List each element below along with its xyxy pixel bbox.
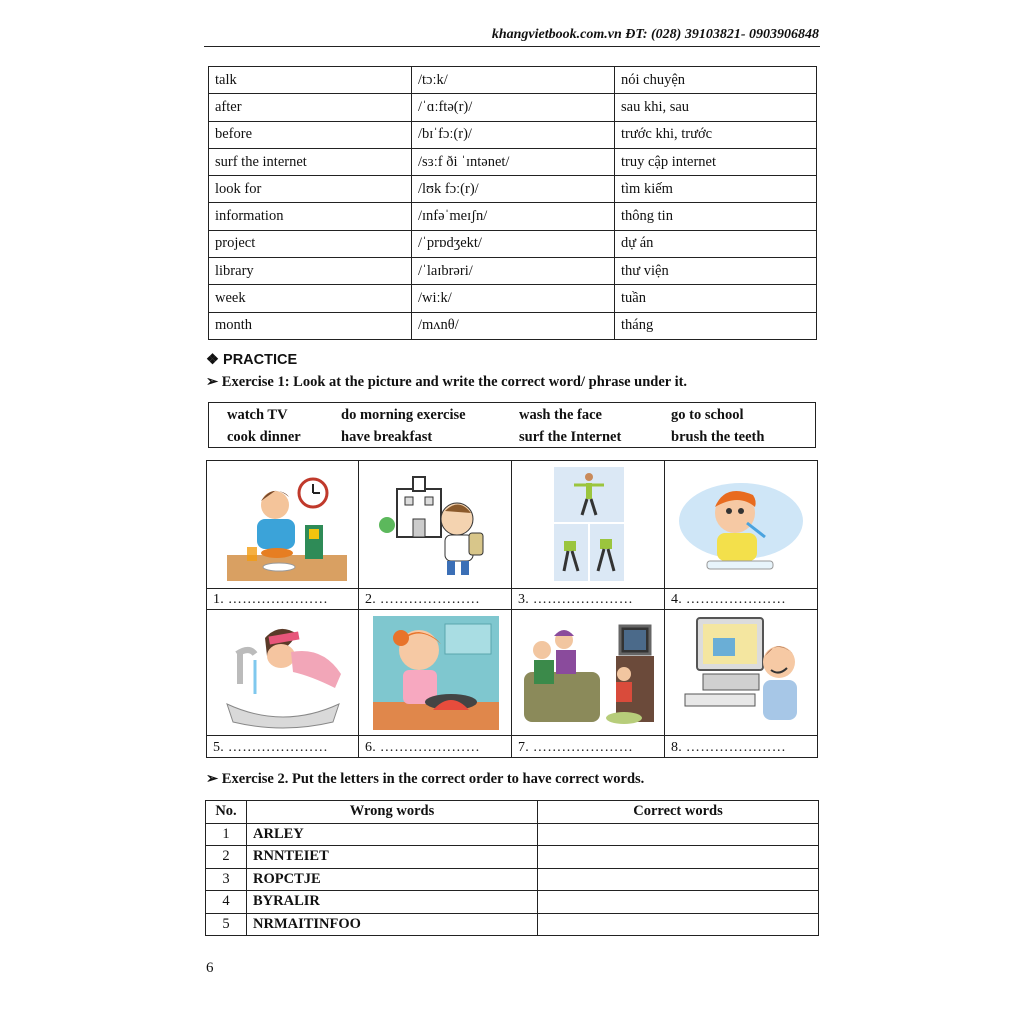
- picture-cell-6: [359, 610, 512, 757]
- word-bank-item: brush the teeth: [671, 429, 765, 445]
- correct-word-input[interactable]: [538, 823, 819, 846]
- page-number: 6: [206, 960, 214, 976]
- vocab-pronunciation: /bɪˈfɔː(r)/: [412, 121, 615, 148]
- row-number: 1: [206, 823, 247, 846]
- answer-blank[interactable]: 8. …………………: [671, 740, 786, 755]
- vocab-meaning: tuần: [615, 285, 817, 312]
- cell-divider: [359, 588, 511, 589]
- vocab-pronunciation: /tɔːk/: [412, 67, 615, 94]
- word-bank-item: cook dinner: [227, 429, 301, 445]
- vocab-word: surf the internet: [209, 148, 412, 175]
- answer-blank[interactable]: 1. …………………: [213, 592, 328, 607]
- word-bank-item: watch TV: [227, 407, 288, 423]
- cell-divider: [207, 588, 358, 589]
- answer-blank[interactable]: 7. …………………: [518, 740, 633, 755]
- table-row: [206, 868, 819, 891]
- vocab-pronunciation: /ˈɑːftə(r)/: [412, 94, 615, 121]
- vocab-word: library: [209, 258, 412, 285]
- vocab-row: [209, 230, 817, 257]
- cell-divider: [512, 588, 664, 589]
- picture-cell-2: [359, 461, 512, 610]
- column-header-correct: Correct words: [538, 801, 819, 824]
- vocab-meaning: trước khi, trước: [615, 121, 817, 148]
- vocab-row: [209, 121, 817, 148]
- page-header: khangvietbook.com.vn ĐT: (028) 39103821- 0903906848: [491, 27, 819, 42]
- word-bank-item: surf the Internet: [519, 429, 622, 445]
- vocab-pronunciation: /ɪnfəˈmeɪʃn/: [412, 203, 615, 230]
- cell-divider: [512, 735, 664, 736]
- answer-blank[interactable]: 4. …………………: [671, 592, 786, 607]
- vocab-pronunciation: /mʌnθ/: [412, 312, 615, 339]
- vocab-pronunciation: /ˈprɒdʒekt/: [412, 230, 615, 257]
- row-number: 2: [206, 846, 247, 869]
- vocab-row: [209, 148, 817, 175]
- exercise-illustration: [520, 467, 657, 581]
- row-number: 5: [206, 913, 247, 936]
- wrong-word: ROPCTJE: [247, 868, 538, 891]
- cell-divider: [665, 588, 817, 589]
- correct-word-input[interactable]: [538, 868, 819, 891]
- vocab-row: [209, 258, 817, 285]
- picture-cell-1: [207, 461, 359, 610]
- vocab-row: [209, 285, 817, 312]
- vocab-meaning: truy cập internet: [615, 148, 817, 175]
- answer-blank[interactable]: 5. …………………: [213, 740, 328, 755]
- vocab-word: look for: [209, 176, 412, 203]
- table-row: [206, 913, 819, 936]
- vocab-pronunciation: /sɜːf ði ˈɪntənet/: [412, 148, 615, 175]
- vocab-meaning: tháng: [615, 312, 817, 339]
- vocab-row: [209, 176, 817, 203]
- vocab-pronunciation: /lʊk fɔː(r)/: [412, 176, 615, 203]
- vocab-word: month: [209, 312, 412, 339]
- vocab-meaning: nói chuyện: [615, 67, 817, 94]
- word-bank-item: go to school: [671, 407, 744, 423]
- vocab-word: project: [209, 230, 412, 257]
- correct-word-input[interactable]: [538, 891, 819, 914]
- vocab-row: [209, 203, 817, 230]
- correct-word-input[interactable]: [538, 913, 819, 936]
- picture-cell-3: [512, 461, 665, 610]
- header-rule: [204, 46, 820, 47]
- wrong-word: BYRALIR: [247, 891, 538, 914]
- vocab-pronunciation: /ˈlaɪbrəri/: [412, 258, 615, 285]
- breakfast-illustration: [215, 467, 351, 581]
- vocab-meaning: tìm kiếm: [615, 176, 817, 203]
- word-bank: [208, 402, 816, 448]
- picture-cell-4: [665, 461, 817, 610]
- wrong-word: NRMAITINFOO: [247, 913, 538, 936]
- vocabulary-table: [208, 66, 817, 340]
- vocab-meaning: thông tin: [615, 203, 817, 230]
- practice-heading: ❖ PRACTICE: [206, 352, 298, 368]
- vocab-meaning: sau khi, sau: [615, 94, 817, 121]
- wrong-word: ARLEY: [247, 823, 538, 846]
- row-number: 4: [206, 891, 247, 914]
- answer-blank[interactable]: 6. …………………: [365, 740, 480, 755]
- cell-divider: [665, 735, 817, 736]
- brush-teeth-illustration: [673, 467, 809, 581]
- picture-grid: [206, 460, 818, 758]
- vocab-meaning: thư viện: [615, 258, 817, 285]
- picture-cell-8: [665, 610, 817, 757]
- word-bank-item: have breakfast: [341, 429, 433, 445]
- school-illustration: [367, 467, 504, 581]
- vocab-word: before: [209, 121, 412, 148]
- answer-blank[interactable]: 2. …………………: [365, 592, 480, 607]
- cell-divider: [359, 735, 511, 736]
- vocab-word: after: [209, 94, 412, 121]
- vocab-pronunciation: /wiːk/: [412, 285, 615, 312]
- vocab-word: week: [209, 285, 412, 312]
- exercise1-title: ➢ Exercise 1: Look at the picture and write the correct word/ phrase under it.: [206, 374, 688, 390]
- table-row: [206, 823, 819, 846]
- answer-blank[interactable]: 3. …………………: [518, 592, 633, 607]
- vocab-row: [209, 67, 817, 94]
- column-header-wrong: Wrong words: [247, 801, 538, 824]
- word-bank-item: wash the face: [519, 407, 602, 423]
- vocab-meaning: dự án: [615, 230, 817, 257]
- exercise2-table: [205, 800, 819, 936]
- surf-internet-illustration: [673, 616, 809, 730]
- row-number: 3: [206, 868, 247, 891]
- column-header-no: No.: [206, 801, 247, 824]
- wrong-word: RNNTEIET: [247, 846, 538, 869]
- exercise2-title: ➢ Exercise 2. Put the letters in the correct order to have correct words.: [206, 771, 645, 787]
- cook-dinner-illustration: [367, 616, 504, 730]
- wash-face-illustration: [215, 616, 351, 730]
- vocab-row: [209, 312, 817, 339]
- vocab-row: [209, 94, 817, 121]
- vocab-word: information: [209, 203, 412, 230]
- table-row: [206, 846, 819, 869]
- correct-word-input[interactable]: [538, 846, 819, 869]
- picture-cell-7: [512, 610, 665, 757]
- cell-divider: [207, 735, 358, 736]
- vocab-word: talk: [209, 67, 412, 94]
- watch-tv-illustration: [520, 616, 657, 730]
- table-row: [206, 891, 819, 914]
- picture-cell-5: [207, 610, 359, 757]
- word-bank-item: do morning exercise: [341, 407, 466, 423]
